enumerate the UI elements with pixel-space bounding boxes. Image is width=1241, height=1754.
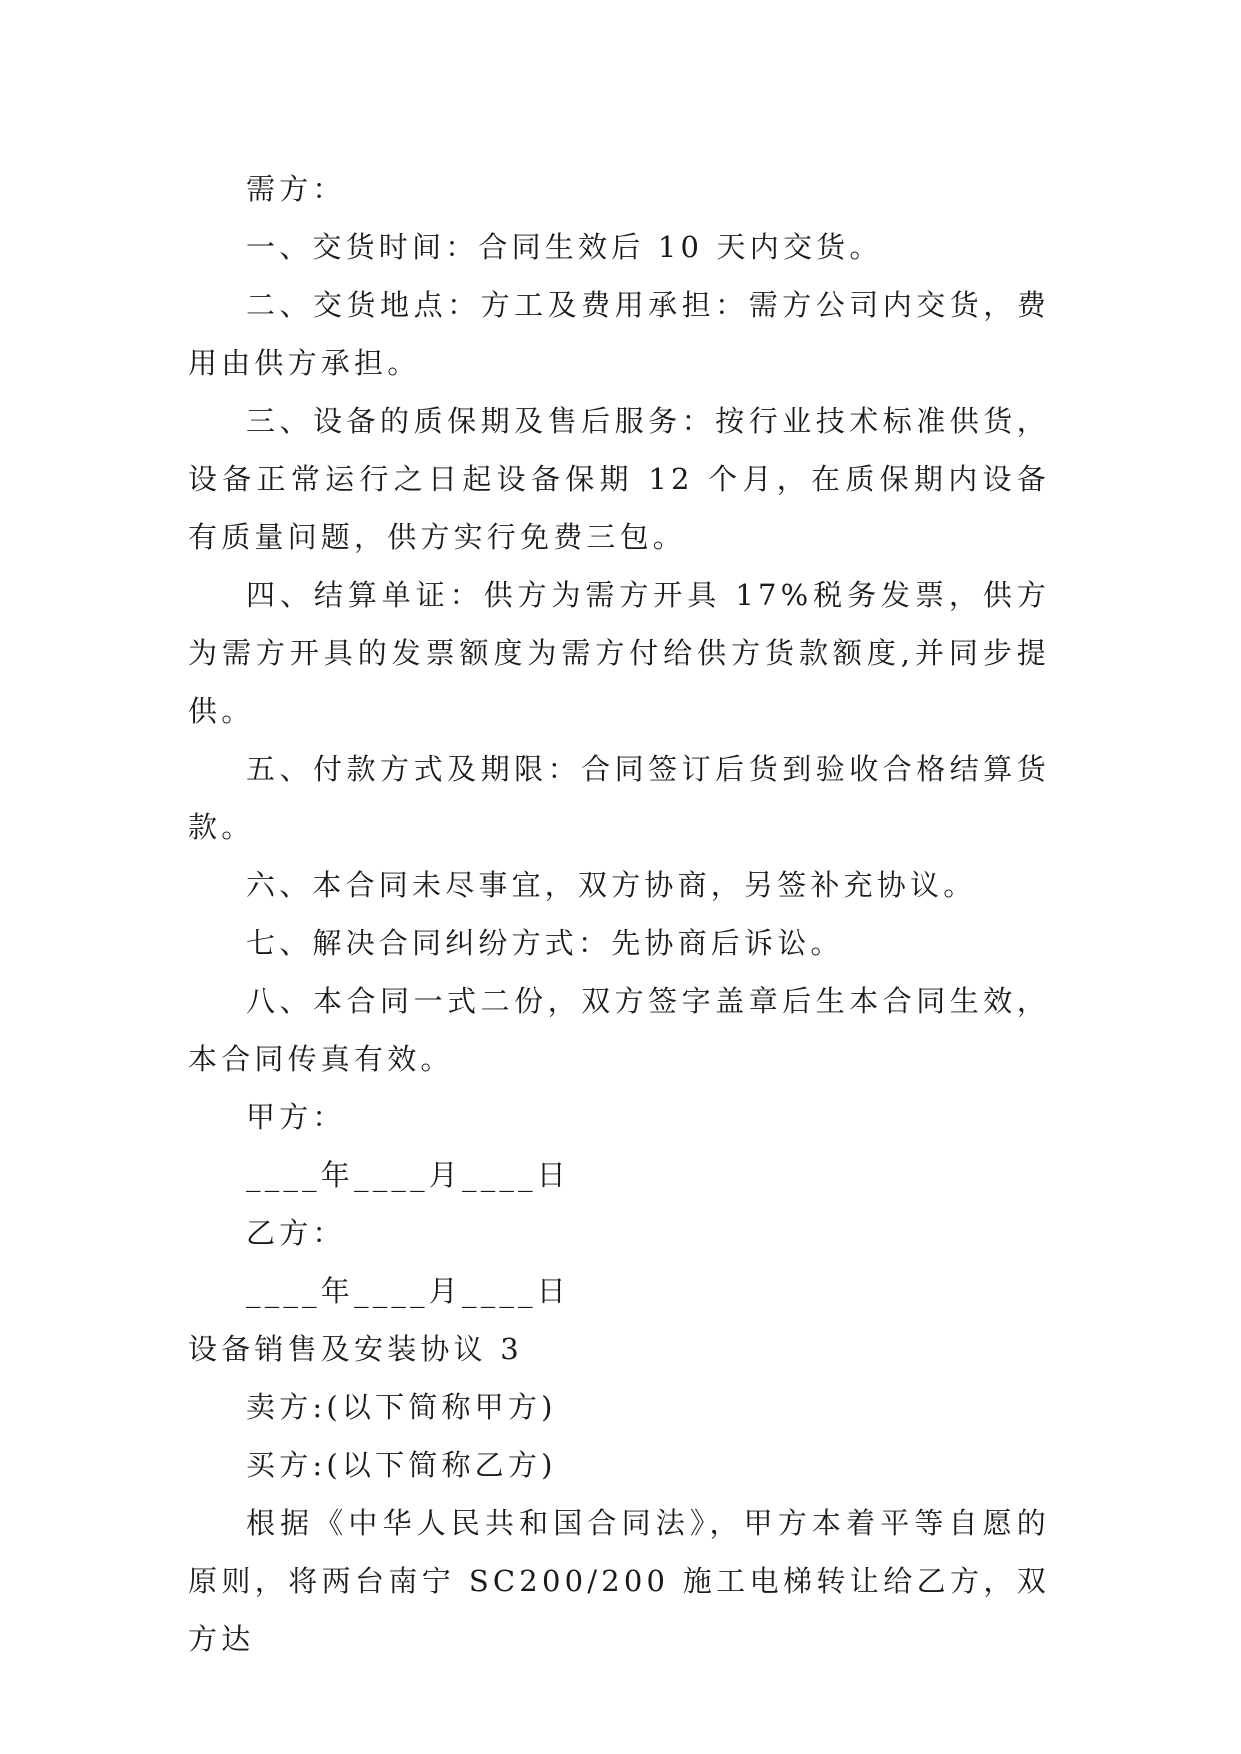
signature-party-b: 乙方： [246,1216,346,1250]
paragraph-clause-5: 五、付款方式及期限：合同签订后货到验收合格结算货款。 [188,752,1050,844]
paragraph-clause-7: 七、解决合同纠纷方式：先协商后诉讼。 [246,926,844,960]
paragraph-buyer: 买方:(以下简称乙方) [246,1448,557,1482]
signature-date-a: ____年____月____日 [246,1158,571,1192]
paragraph-clause-6: 六、本合同未尽事宜，双方协商，另签补充协议。 [246,868,977,902]
paragraph-clause-1: 一、交货时间：合同生效后 10 天内交货。 [246,230,883,264]
paragraph-clause-8: 八、本合同一式二份，双方签字盖章后生本合同生效，本合同传真有效。 [188,984,1050,1076]
section-heading: 设备销售及安装协议 3 [188,1332,523,1366]
paragraph-clause-2: 二、交货地点：方工及费用承担：需方公司内交货，费用由供方承担。 [188,288,1050,380]
signature-party-a: 甲方： [246,1100,346,1134]
paragraph-seller: 卖方:(以下简称甲方) [246,1390,557,1424]
paragraph-preamble: 根据《中华人民共和国合同法》，甲方本着平等自愿的原则，将两台南宁 SC200/200 施工电梯转让给乙方，双方达 [188,1506,1050,1656]
paragraph-clause-4: 四、结算单证：供方为需方开具 17%税务发票，供方为需方开具的发票额度为需方付给供方货款额度,并同步提供。 [188,578,1050,728]
paragraph-clause-3: 三、设备的质保期及售后服务：按行业技术标准供货，设备正常运行之日起设备保期 12 个月，在质保期内设备有质量问题，供方实行免费三包。 [188,404,1050,554]
signature-date-b: ____年____月____日 [246,1274,571,1308]
paragraph-demand-party: 需方： [246,172,346,206]
document-body [188,160,1050,1668]
